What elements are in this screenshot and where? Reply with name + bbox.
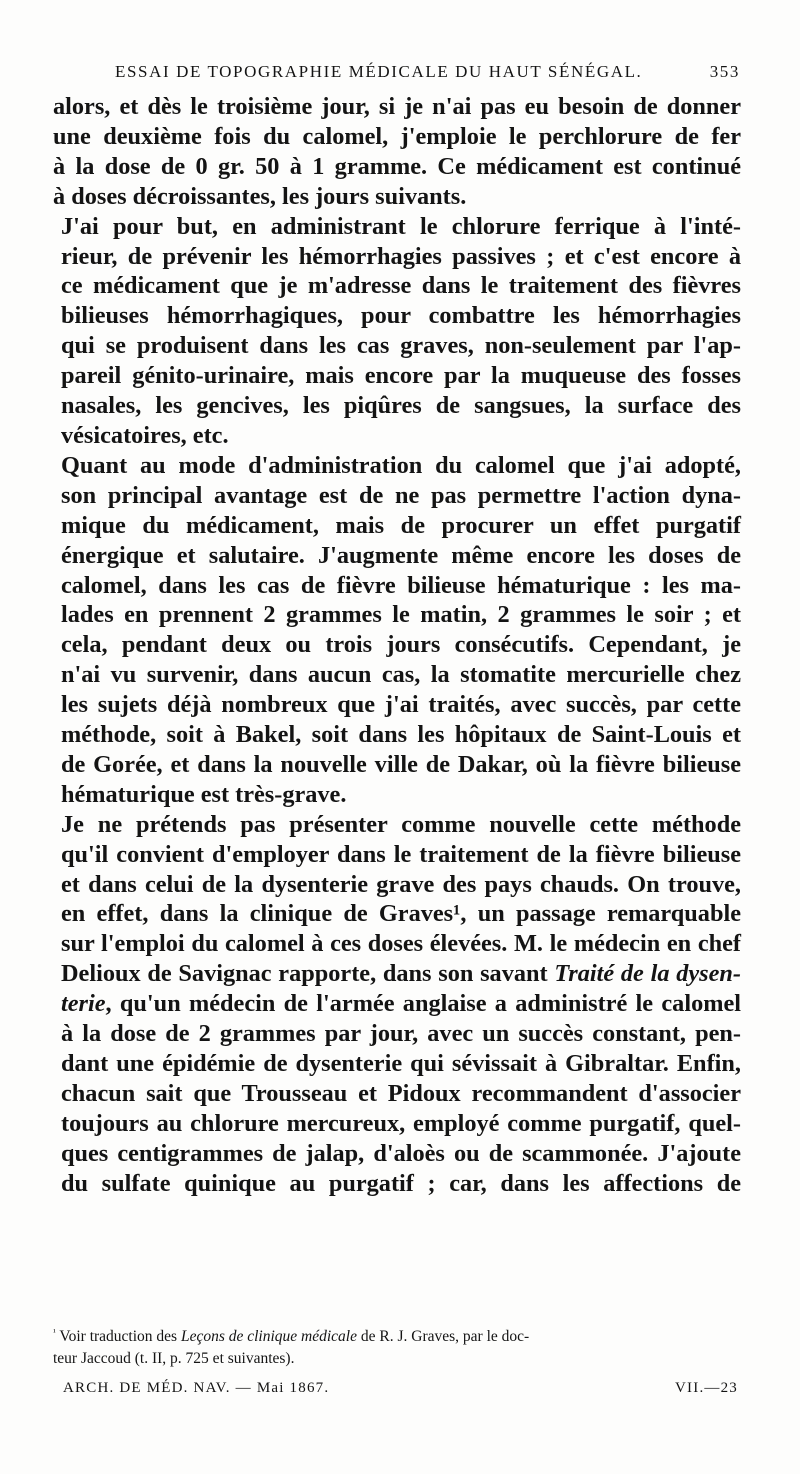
text-line: toujours au chlorure mercureux, employé comme purgatif, quel-: [61, 1109, 741, 1137]
text-line: chacun sait que Trousseau et Pidoux recommandent d'associer: [61, 1079, 741, 1107]
text-line: n'ai vu survenir, dans aucun cas, la stomatite mercurielle chez: [61, 661, 741, 689]
footnote-book-title: Leçons de clinique médicale: [180, 1328, 357, 1345]
text-line: ques centigrammes de jalap, d'aloès ou de scammonée. J'ajoute: [61, 1139, 741, 1167]
text-line: calomel, dans les cas de fièvre bilieuse hématurique : les ma-: [61, 571, 741, 599]
running-head-title: ESSAI DE TOPOGRAPHIE MÉDICALE DU HAUT SÉNÉGAL.: [115, 62, 643, 81]
text-line: J'ai pour but, en administrant le chlorure ferrique à l'inté-: [61, 212, 741, 240]
body-text: [53, 92, 741, 1199]
text-line: vésicatoires, etc.: [61, 421, 229, 449]
text-line: son principal avantage est de ne pas permettre l'action dyna-: [61, 481, 741, 509]
paragraph-4: [53, 810, 741, 1199]
text-fragment: , qu'un médecin de l'armée anglaise a administré le calomel: [105, 990, 741, 1018]
text-line: à doses décroissantes, les jours suivants.: [53, 182, 467, 210]
text-line: bilieuses hémorrhagiques, pour combattre les hémorrhagies: [61, 302, 741, 330]
text-line: Je ne prétends pas présenter comme nouvelle cette méthode: [61, 810, 741, 838]
footnote-text: de R. J. Graves, par le doc-: [357, 1328, 530, 1345]
text-line: les sujets déjà nombreux que j'ai traités, avec succès, par cette: [61, 691, 741, 719]
text-line: Quant au mode d'administration du calomel que j'ai adopté,: [61, 451, 741, 479]
text-line: pareil génito-urinaire, mais encore par la muqueuse des fosses: [61, 362, 741, 390]
sheet-signature: VII.—23: [675, 1380, 738, 1396]
page-number: 353: [709, 62, 740, 81]
paragraph-1: [53, 92, 741, 212]
text-line: dant une épidémie de dysenterie qui sévissait à Gibraltar. Enfin,: [61, 1050, 741, 1077]
text-line: [53, 989, 741, 1019]
text-line: hématurique est très-grave.: [61, 780, 347, 808]
text-fragment: Delioux de Savignac rapporte, dans son savant: [61, 960, 555, 988]
footnote-line: teur Jaccoud (t. II, p. 725 et suivantes).: [53, 1350, 295, 1367]
footnote-line: [53, 1326, 741, 1348]
text-line: à la dose de 0 gr. 50 à 1 gramme. Ce médicament est continué: [53, 152, 741, 180]
text-line: alors, et dès le troisième jour, si je n'ai pas eu besoin de donner: [53, 93, 741, 120]
text-line: mique du médicament, mais de procurer un effet purgatif: [61, 511, 741, 539]
text-line: du sulfate quinique au purgatif ; car, dans les affections de: [61, 1169, 741, 1197]
page-footer: [63, 1380, 738, 1404]
book-title-italic: terie: [61, 990, 106, 1018]
text-line: nasales, les gencives, les piqûres de sangsues, la surface des: [61, 392, 741, 420]
text-line: une deuxième fois du calomel, j'emploie le perchlorure de fer: [53, 122, 741, 150]
text-line: qu'il convient d'employer dans le traitement de la fièvre bilieuse: [61, 840, 741, 868]
text-line: lades en prennent 2 grammes le matin, 2 grammes le soir ; et: [61, 601, 741, 629]
text-line: ce médicament que je m'adresse dans le traitement des fièvres: [61, 272, 741, 300]
running-head: [115, 62, 740, 88]
text-line: de Gorée, et dans la nouvelle ville de Dakar, où la fièvre bilieuse: [61, 750, 741, 778]
footnote-text: Voir traduction des: [59, 1328, 181, 1345]
paragraph-2: [53, 212, 741, 451]
journal-signature: ARCH. DE MÉD. NAV. — Mai 1867.: [63, 1380, 330, 1396]
text-line: à la dose de 2 grammes par jour, avec un succès constant, pen-: [61, 1020, 741, 1048]
text-line: cela, pendant deux ou trois jours consécutifs. Cependant, je: [61, 631, 741, 659]
text-line: méthode, soit à Bakel, soit dans les hôpitaux de Saint-Louis et: [61, 721, 741, 749]
text-line: énergique et salutaire. J'augmente même encore les doses de: [61, 541, 741, 569]
text-line: rieur, de prévenir les hémorrhagies passives ; et c'est encore à: [61, 242, 741, 270]
footnote-marker: ¹: [53, 1327, 56, 1338]
text-line: [53, 959, 741, 989]
footnote: [53, 1326, 741, 1370]
text-line: qui se produisent dans les cas graves, non-seulement par l'ap-: [61, 332, 741, 360]
paragraph-3: [53, 451, 741, 810]
text-line: sur l'emploi du calomel à ces doses élevées. M. le médecin en chef: [61, 930, 741, 958]
text-line: en effet, dans la clinique de Graves¹, un passage remarquable: [61, 900, 741, 928]
book-title-italic: Traité de la dysen-: [554, 960, 741, 988]
text-line: et dans celui de la dysenterie grave des pays chauds. On trouve,: [61, 870, 741, 898]
